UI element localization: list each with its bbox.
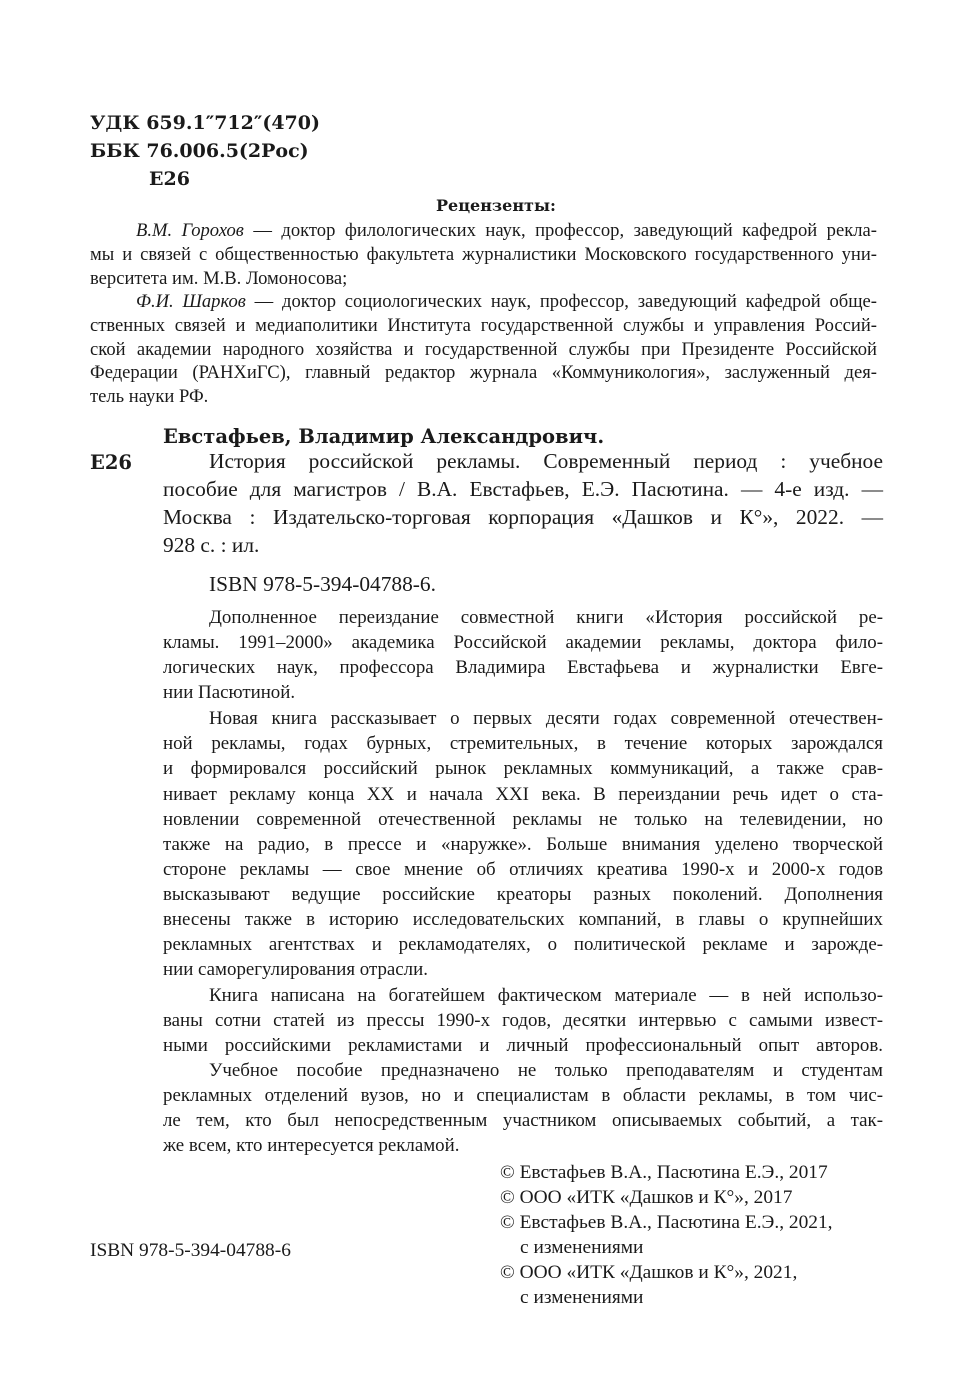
book-code: Е26 xyxy=(90,451,132,474)
reviewers-title: Рецензенты: xyxy=(436,196,556,215)
annotation-line: Книга написана на богатейшем фактическом материале — в ней использо- xyxy=(209,985,883,1006)
reviewer-1-line-1: В.М. Горохов — доктор филологических наук, профессор, заведующий кафедрой рекла- xyxy=(136,220,877,241)
reviewer-2-line-3: ской академии народного хозяйства и государственной службы при Президенте Российской xyxy=(90,339,877,360)
annotation-line: нии Пасютиной. xyxy=(163,682,296,703)
reviewer-2-line-1: Ф.И. Шарков — доктор социологических наук, профессор, заведующий кафедрой обще- xyxy=(136,291,878,312)
annotation-line: ными российскими рекламистами и личный профессиональный опыт авторов. xyxy=(163,1035,883,1056)
annotation-line: рекламных отделений вузов, но и специалистам в области рекламы, в том чис- xyxy=(163,1085,883,1106)
annotation-line: логических наук, профессора Владимира Евстафьева и журналистки Евге- xyxy=(163,657,883,678)
reviewer-2-line-4: Федерации (РАНХиГС), главный редактор журнала «Коммуникология», заслуженный дея- xyxy=(90,362,877,383)
annotation-line: новлении современной отечественной рекламы не только на телевидении, но xyxy=(163,809,883,830)
book-desc-line-1: История российской рекламы. Современный период : учебное xyxy=(209,449,883,473)
annotation-line: ле тем, кто был непосредственным участником описываемых событий, а так- xyxy=(163,1110,883,1131)
reviewer-2-line-5: тель науки РФ. xyxy=(90,386,209,407)
copyright-line: с изменениями xyxy=(520,1287,644,1308)
annotation-line: кламы. 1991–2000» академика Российской академии рекламы, доктора фило- xyxy=(163,632,883,653)
copyright-line: © ООО «ИТК «Дашков и К°», 2017 xyxy=(500,1187,793,1208)
reviewer-2-name: Ф.И. Шарков xyxy=(136,291,246,312)
annotation-line: же всем, кто интересуется рекламой. xyxy=(163,1135,460,1156)
annotation-line: ной рекламы, годах бурных, стремительных, в течение которых зарождался xyxy=(163,733,883,754)
book-author: Евстафьев, Владимир Александрович. xyxy=(163,425,605,448)
copyright-line: с изменениями xyxy=(520,1237,644,1258)
annotation-line: высказывают ведущие российские креаторы разных поколений. Дополнения xyxy=(163,884,883,905)
bbk-code: ББК 76.006.5(2Рос) xyxy=(90,140,309,162)
annotation-line: Дополненное переиздание совместной книги «История российской ре- xyxy=(209,607,883,628)
book-desc-line-4: 928 с. : ил. xyxy=(163,533,260,557)
annotation-line: Новая книга рассказывает о первых десяти годах современной отечествен- xyxy=(209,708,883,729)
reviewer-1-name: В.М. Горохов xyxy=(136,220,244,241)
copyright-line: © Евстафьев В.А., Пасютина Е.Э., 2021, xyxy=(500,1212,833,1233)
annotation-line: стороне рекламы — свое мнение об отличиях креатива 1990-х и 2000-х годов xyxy=(163,859,883,880)
book-isbn: ISBN 978-5-394-04788-6. xyxy=(209,572,436,596)
author-mark: Е26 xyxy=(149,168,190,190)
book-desc-line-2: пособие для магистров / В.А. Евстафьев, Е.Э. Пасютина. — 4-е изд. — xyxy=(163,477,883,501)
annotation-line: рекламных агентствах и рекламодателях, о политической рекламе и зарожде- xyxy=(163,934,883,955)
reviewer-1-line-3: верситета им. М.В. Ломоносова; xyxy=(90,268,348,289)
copyright-line: © Евстафьев В.А., Пасютина Е.Э., 2017 xyxy=(500,1162,828,1183)
annotation-line: нии саморегулирования отрасли. xyxy=(163,959,428,980)
annotation-line: и формировался российский рынок рекламных коммуникаций, а также срав- xyxy=(163,758,883,779)
annotation-line: внесены также в историю исследовательских компаний, в главы о крупнейших xyxy=(163,909,883,930)
footer-isbn: ISBN 978-5-394-04788-6 xyxy=(90,1240,291,1261)
annotation-line: нивает рекламу конца XX и начала XXI века. В переиздании речь идет о ста- xyxy=(163,784,883,805)
copyright-line: © ООО «ИТК «Дашков и К°», 2021, xyxy=(500,1262,798,1283)
reviewer-1-line-2: мы и связей с общественностью факультета журналистики Московского государственного уни- xyxy=(90,244,877,265)
annotation-line: также на радио, в прессе и «наружке». Больше внимания уделено творческой xyxy=(163,834,883,855)
book-desc-line-3: Москва : Издательско-торговая корпорация «Дашков и К°», 2022. — xyxy=(163,505,883,529)
reviewer-2-line-2: ственных связей и медиаполитики Института государственной службы и управления Россий- xyxy=(90,315,877,336)
annotation-line: ваны сотни статей из прессы 1990-х годов, десятки интервью с самыми извест- xyxy=(163,1010,883,1031)
udk-code: УДК 659.1″712″(470) xyxy=(90,112,320,134)
annotation-line: Учебное пособие предназначено не только преподавателям и студентам xyxy=(209,1060,883,1081)
